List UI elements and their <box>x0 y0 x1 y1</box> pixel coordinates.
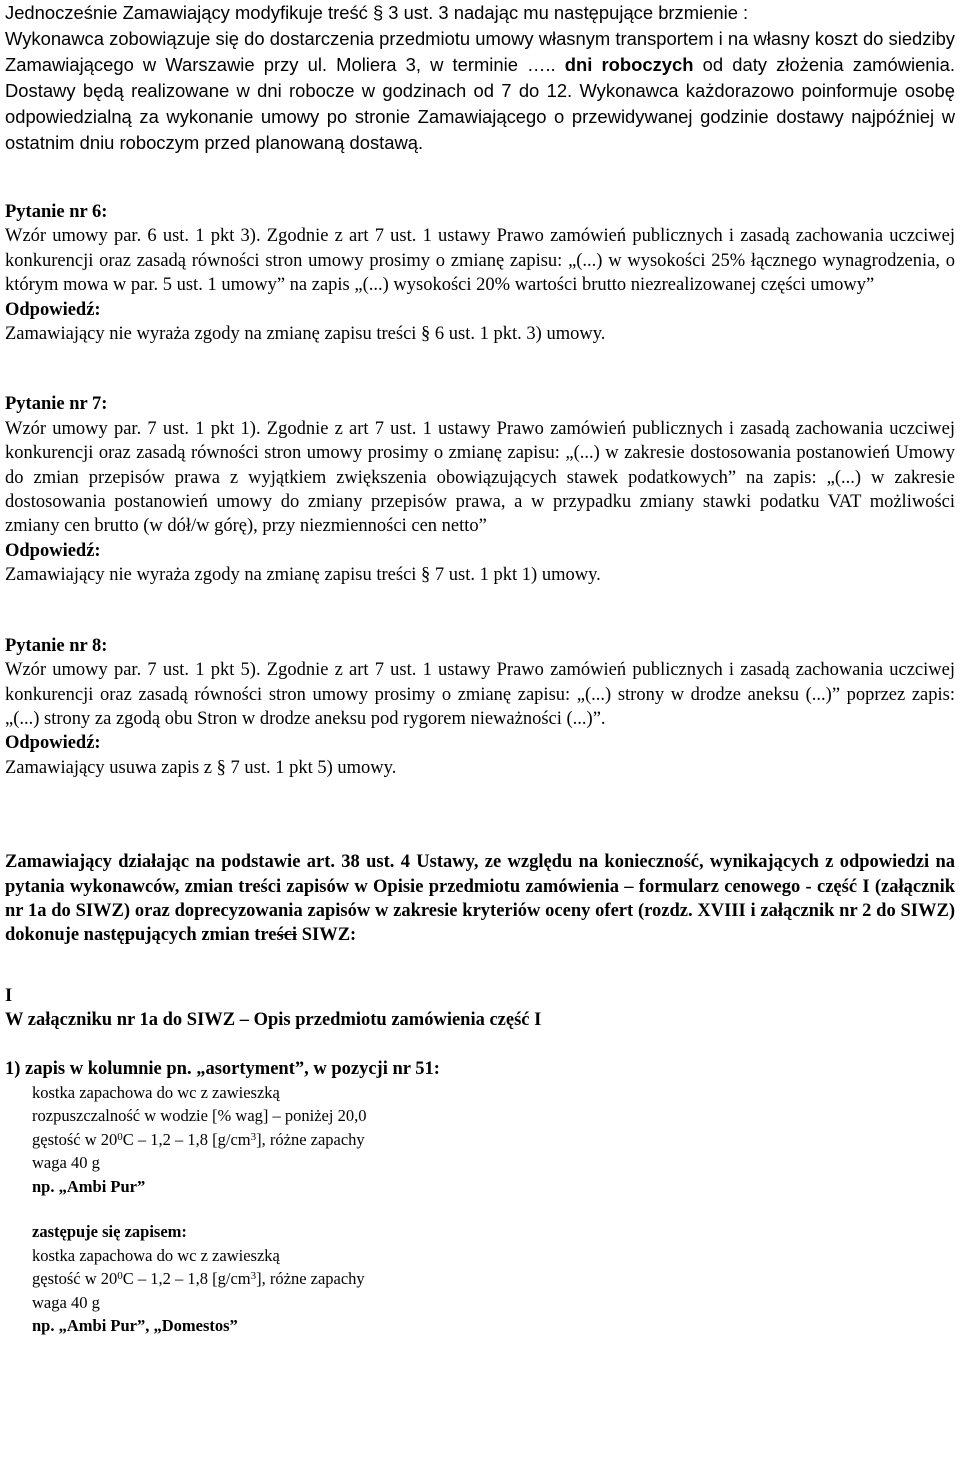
section-title: W załączniku nr 1a do SIWZ – Opis przedmiotu zamówienia część I <box>5 1010 542 1031</box>
question-label: Pytanie nr 6: <box>5 202 108 222</box>
old-entry <box>5 1081 955 1199</box>
new-brand: np. „Ambi Pur”, „Domestos” <box>32 1316 238 1336</box>
replace-label: zastępuje się zapisem: <box>32 1222 187 1242</box>
struck-text: ści <box>276 925 298 946</box>
answer-label: Odpowiedź: <box>5 299 101 320</box>
weight-line: waga 40 g <box>32 1292 100 1312</box>
document-page <box>5 0 955 1338</box>
question-label: Pytanie nr 8: <box>5 635 108 656</box>
question-8 <box>5 634 955 780</box>
intro-text-bold: dni roboczych <box>555 54 694 75</box>
density-line: gęstość w $20^0C - 1,2 - 1,8$ $[g/cm^3]$, różne zapachy <box>32 1269 365 1289</box>
question-label: Pytanie nr 7: <box>5 394 108 415</box>
answer-label: Odpowiedź: <box>5 733 101 754</box>
intro-paragraph <box>5 26 955 156</box>
intro-section <box>5 0 955 156</box>
old-line: rozpuszczalność w wodzie [% wag] – poniżej 20,0 <box>32 1106 367 1126</box>
question-7 <box>5 392 955 587</box>
attachment-section <box>5 984 955 1338</box>
question-text: Wzór umowy par. 7 ust. 1 pkt 5). Zgodnie z art 7 ust. 1 ustawy Prawo zamówień publicznych i zasadą zachowania uczciwej konkurencji oraz zasadą równości stron umowy prosimy o zmianę zapisu: „(...) strony w drodze aneksu (...)” poprzez zapis: „(...) strony za zgodą obu Stron w drodze aneksu pod rygorem nieważności (...)”. <box>5 660 955 729</box>
intro-line: Jednocześnie Zamawiający modyfikuje treść § 3 ust. 3 nadając mu następujące brzmienie : <box>5 2 749 23</box>
answer-text: Zamawiający nie wyraża zgody na zmianę zapisu treści § 6 ust. 1 pkt. 3) umowy. <box>5 324 606 345</box>
decision-section <box>5 850 955 948</box>
decision-paragraph: Zamawiający działając na podstawie art. 38 ust. 4 Ustawy, ze względu na konieczność, wynikających z odpowiedzi na pytania wykonawców, zmian treści zapisów w Opisie przedmiotu zamówienia – formularz cenowego - część I (załącznik nr 1a do SIWZ) oraz doprecyzowania zapisów w zakresie kryteriów oceny ofert (rozdz. XVIII i załącznik nr 2 do SIWZ) dokonuje następujących zmian treści SIWZ: <box>5 852 955 946</box>
new-line: kostka zapachowa do wc z zawieszką <box>32 1245 280 1265</box>
section-roman: I <box>5 985 13 1006</box>
question-6 <box>5 200 955 346</box>
question-text: Wzór umowy par. 6 ust. 1 pkt 3). Zgodnie z art 7 ust. 1 ustawy Prawo zamówień publicznych i zasadą zachowania uczciwej konkurencji oraz zasadą równości stron umowy prosimy o zmianę zapisu: „(...) w wysokości 25% łącznego wynagrodzenia, o którym mowa w par. 5 ust. 1 umowy” na zapis „(...) wysokości 20% wartości brutto niezrealizowanej części umowy” <box>5 226 955 296</box>
answer-label: Odpowiedź: <box>5 540 101 561</box>
answer-text: Zamawiający usuwa zapis z § 7 ust. 1 pkt 5) umowy. <box>5 757 397 778</box>
old-line: kostka zapachowa do wc z zawieszką <box>32 1082 280 1102</box>
new-entry <box>5 1220 955 1338</box>
answer-text: Zamawiający nie wyraża zgody na zmianę zapisu treści § 7 ust. 1 pkt 1) umowy. <box>5 565 601 586</box>
intro-text-a: Wykonawca zobowiązuje się do dostarczenia przedmiotu umowy własnym transportem i na własny koszt do siedziby Zamawiającego w Warszawie przy ul. Moliera 3, w terminie ….. <box>5 28 955 75</box>
intro-text-c: od daty złożenia zamówienia. Dostawy będą realizowane w dni robocze w godzinach od 7 do 12. Wykonawca każdorazowo poinformuje osobę odpowiedzialną za wykonanie umowy po stronie Zamawiającego o przewidywanej godzinie dostawy najpóźniej w ostatnim dniu roboczym przed planowaną dostawą. <box>5 54 955 153</box>
weight-line: waga 40 g <box>32 1153 100 1173</box>
old-brand: np. „Ambi Pur” <box>32 1176 146 1196</box>
question-text: Wzór umowy par. 7 ust. 1 pkt 1). Zgodnie z art 7 ust. 1 ustawy Prawo zamówień publicznych i zasadą zachowania uczciwej konkurencji oraz zasadą równości stron umowy prosimy o zmianę zapisu: „(...) w zakresie dostosowania postanowień Umowy do zmian przepisów prawa z wyjątkiem zwiększenia obowiązujących stawek podatkowych” na zapis: „(...) w zakresie dostosowania postanowień umowy do zmiany przepisów prawa, a w przypadku zmiany stawki podatku VAT możliwości zmiany cen brutto (w dół/w górę), przy niezmienności cen netto” <box>5 418 955 537</box>
density-line: gęstość w $20^0C - 1,2 - 1,8$ $[g/cm^3]$, różne zapachy <box>32 1129 365 1149</box>
item-label: 1) zapis w kolumnie pn. „asortyment”, w pozycji nr 51: <box>5 1058 440 1079</box>
